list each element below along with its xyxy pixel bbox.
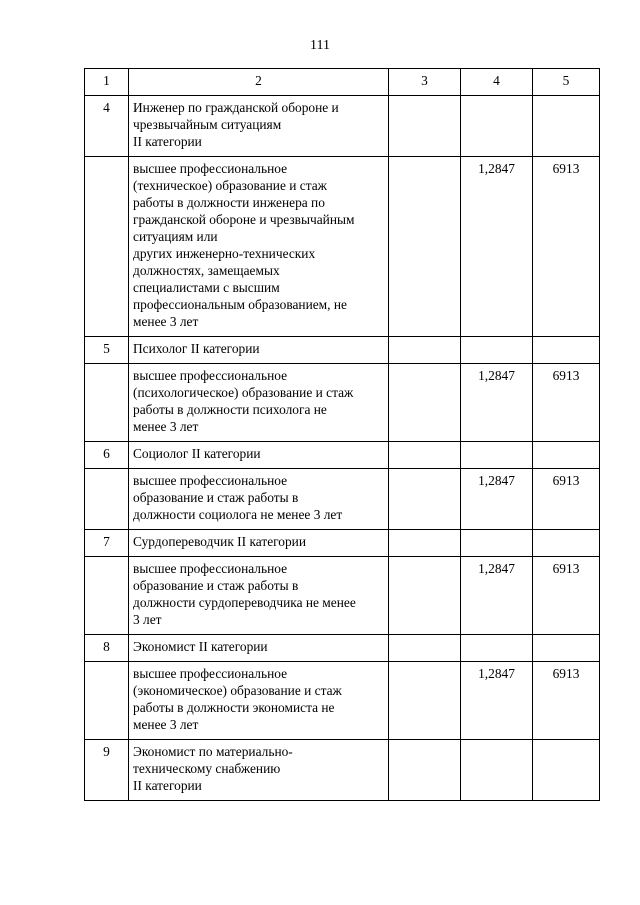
table-cell-c2: Социолог II категории (129, 442, 389, 469)
table-cell-c2: высшее профессиональное (техническое) образование и стаж работы в должности инженера по гражданской обороне и чрезвычайным ситуациям или других инженерно-технических должностях, замещаемых специалистами с высшим профессиональным образованием, не менее 3 лет (129, 157, 389, 337)
table-cell-c5 (533, 530, 600, 557)
table-row (85, 662, 600, 740)
table-row (85, 557, 600, 635)
header-cell: 3 (389, 69, 461, 96)
table-row (85, 442, 600, 469)
table-cell-c3 (389, 469, 461, 530)
table-row (85, 530, 600, 557)
header-cell: 5 (533, 69, 600, 96)
table-cell-c1: 6 (85, 442, 129, 469)
table-row (85, 157, 600, 337)
table-row (85, 96, 600, 157)
table-cell-c4: 1,2847 (461, 557, 533, 635)
table-row (85, 635, 600, 662)
table-cell-c3 (389, 557, 461, 635)
table-cell-c5: 6913 (533, 364, 600, 442)
table-row (85, 364, 600, 442)
table-row (85, 469, 600, 530)
table-cell-c3 (389, 635, 461, 662)
table-row (85, 740, 600, 801)
table-cell-c1: 4 (85, 96, 129, 157)
qualification-table (84, 68, 600, 801)
table-cell-c4: 1,2847 (461, 157, 533, 337)
table-cell-c4 (461, 635, 533, 662)
table-cell-c3 (389, 337, 461, 364)
table-cell-c5 (533, 740, 600, 801)
table-cell-c1: 7 (85, 530, 129, 557)
table-row (85, 337, 600, 364)
table-cell-c4 (461, 442, 533, 469)
table-cell-c2: Экономист по материально- техническому снабжению II категории (129, 740, 389, 801)
table-cell-c2: Экономист II категории (129, 635, 389, 662)
table-cell-c1: 9 (85, 740, 129, 801)
table-cell-c1 (85, 157, 129, 337)
table-cell-c2: высшее профессиональное образование и стаж работы в должности социолога не менее 3 лет (129, 469, 389, 530)
table-cell-c4 (461, 740, 533, 801)
table-cell-c2: Сурдопереводчик II категории (129, 530, 389, 557)
table-cell-c2: высшее профессиональное образование и стаж работы в должности сурдопереводчика не менее 3 лет (129, 557, 389, 635)
table-cell-c3 (389, 96, 461, 157)
table-cell-c2: Психолог II категории (129, 337, 389, 364)
table-cell-c1: 5 (85, 337, 129, 364)
table-cell-c5 (533, 337, 600, 364)
table-cell-c2: Инженер по гражданской обороне и чрезвычайным ситуациям II категории (129, 96, 389, 157)
table-cell-c4: 1,2847 (461, 469, 533, 530)
table-cell-c5 (533, 442, 600, 469)
table-cell-c1 (85, 364, 129, 442)
table-cell-c2: высшее профессиональное (экономическое) образование и стаж работы в должности экономиста не менее 3 лет (129, 662, 389, 740)
header-cell: 1 (85, 69, 129, 96)
table-cell-c1 (85, 557, 129, 635)
table-cell-c1: 8 (85, 635, 129, 662)
table-cell-c3 (389, 662, 461, 740)
table-cell-c3 (389, 157, 461, 337)
header-cell: 2 (129, 69, 389, 96)
table-cell-c4 (461, 96, 533, 157)
table-cell-c3 (389, 530, 461, 557)
table-cell-c3 (389, 740, 461, 801)
table-cell-c1 (85, 469, 129, 530)
table-cell-c5: 6913 (533, 662, 600, 740)
table-header-row (85, 69, 600, 96)
table-cell-c4 (461, 337, 533, 364)
table-cell-c4: 1,2847 (461, 662, 533, 740)
table-cell-c1 (85, 662, 129, 740)
table-cell-c2: высшее профессиональное (психологическое) образование и стаж работы в должности психолога не менее 3 лет (129, 364, 389, 442)
table-cell-c5: 6913 (533, 469, 600, 530)
table-cell-c5: 6913 (533, 157, 600, 337)
table-cell-c5: 6913 (533, 557, 600, 635)
table-cell-c5 (533, 96, 600, 157)
table-cell-c5 (533, 635, 600, 662)
page-number: 111 (310, 38, 330, 53)
table-cell-c3 (389, 442, 461, 469)
header-cell: 4 (461, 69, 533, 96)
table-cell-c4: 1,2847 (461, 364, 533, 442)
table-cell-c3 (389, 364, 461, 442)
table-cell-c4 (461, 530, 533, 557)
